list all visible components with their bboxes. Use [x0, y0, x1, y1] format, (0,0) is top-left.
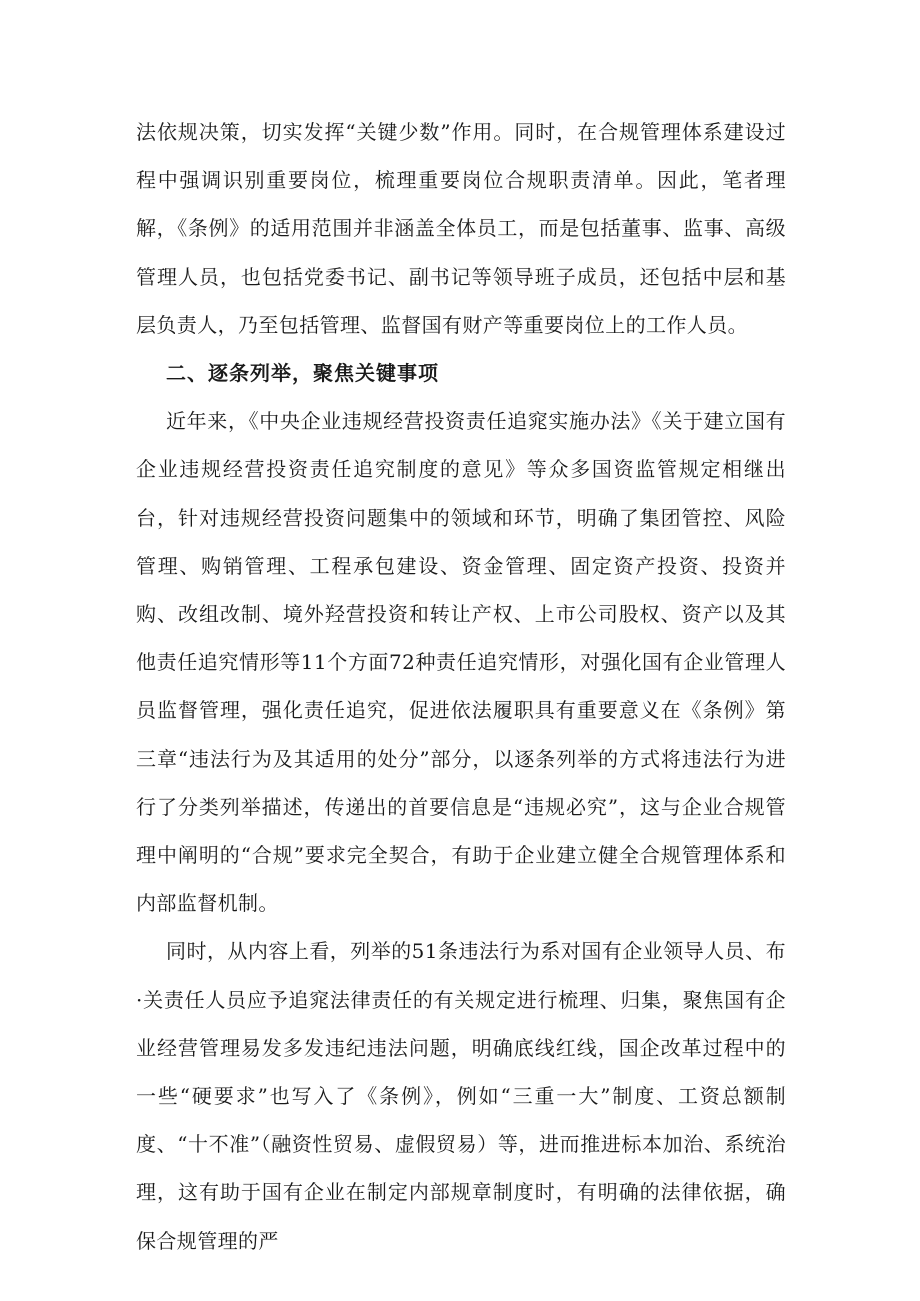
section-heading-2: 二、逐条列举，聚焦关键事项	[166, 361, 439, 386]
paragraph-content: 同时，从内容上看，列举的51条违法行为系对国有企业领导人员、布·关责任人员应予追窕法律责任的有关规定进行梳理、归集，聚焦国有企业经营管理易发多发违纪违法问题，明确底线红线，国企改革过程中的一些“硬要求”也写入了《条例》，例如“三重一大”制度、工资总额制度、“十不准”（融资性贸易、虚假贸易）等，进而推进标本加治、系统治理，这有助于国有企业在制定内部规章制度时，有明确的法律依据，确保合规管理的严	[136, 939, 786, 1253]
paragraph-enumeration: 近年来，《中央企业违规经营投资责任追窕实施办法》《关于建立国有企业违规经营投资责任追究制度的意见》等众多国资监管规定相继出台，针对违规经营投资问题集中的领域和环节，明确了集团管控、风险管理、购销管理、工程承包建设、资金管理、固定资产投资、投资并购、改组改制、境外羟营投资和转让产权、上市公司股权、资产以及其他责任追究情形等11个方面72种责任追究情形，对强化国有企业管理人员监督管理，强化责任追究，促进依法履职具有重要意义在《条例》第三章“违法行为及其适用的处分”部分，以逐条列举的方式将违法行为进行了分类列举描述，传递出的首要信息是“违规必究”，这与企业合规管理中阐明的“合规”要求完全契合，有助于企业建立健全合规管理体系和内部监督机制。	[136, 409, 786, 916]
document-body	[136, 108, 786, 1265]
paragraph-scope: 法依规决策，切实发挥“关键少数”作用。同时，在合规管理体系建设过程中强调识别重要岗位，梳理重要岗位合规职责清单。因此，笔者理解，《条例》的适用范围并非涵盖全体员工，而是包括董事、监事、高级管理人员，也包括党委书记、副书记等领导班子成员，还包括中层和基层负责人，乃至包括管理、监督国有财产等重要岗位上的工作人员。	[136, 120, 786, 337]
